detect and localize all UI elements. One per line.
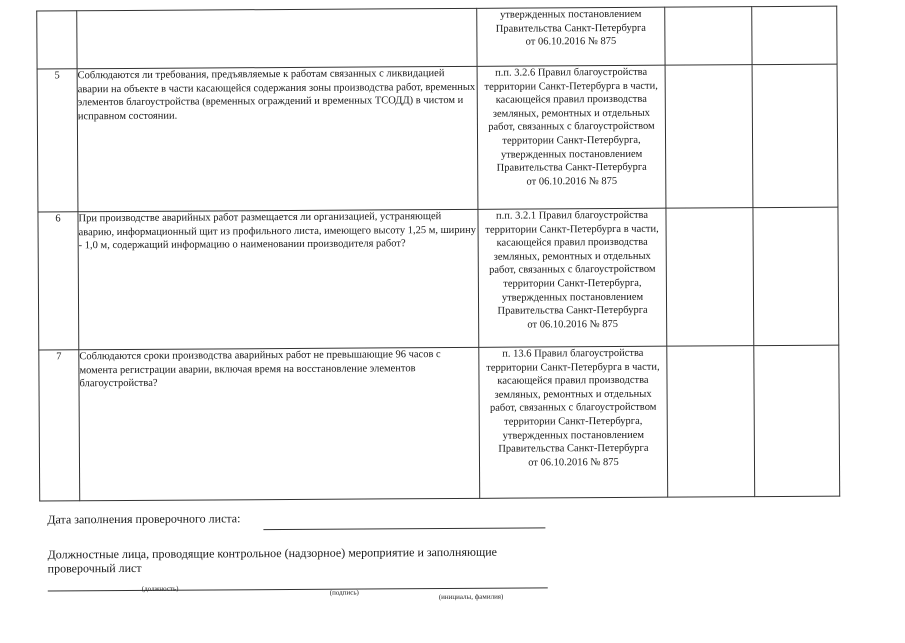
row-number: 7 <box>39 350 80 501</box>
row-question: Соблюдаются сроки производства аварийных работ не превышающие 96 часов с момента регистрации аварии, включая время на восстановление элементов благоустройства? <box>79 347 480 500</box>
row-legal-basis <box>477 7 665 66</box>
table-row <box>38 207 839 350</box>
legal-basis-line: земляных, ремонтных и отдельных <box>492 107 650 120</box>
legal-basis-line: территории Санкт-Петербурга в части, <box>485 223 659 236</box>
row-legal-basis <box>479 346 668 498</box>
legal-basis-line: п.п. 3.2.1 Правил благоустройства <box>495 209 649 222</box>
row-number <box>37 11 77 69</box>
checklist-table <box>36 6 840 502</box>
legal-basis-line: работ, связанных с благоустройством <box>489 264 656 277</box>
legal-basis-line: от 06.10.2016 № 875 <box>526 175 618 188</box>
date-filled-line <box>263 527 545 530</box>
legal-basis-line: касающейся правил производства <box>495 93 647 106</box>
legal-basis-line: работ, связанных с благоустройством <box>489 402 657 415</box>
legal-basis-line: от 06.10.2016 № 875 <box>527 318 618 331</box>
note-cell <box>753 207 839 346</box>
row-question: При производстве аварийных работ размещается ли организацией, устраняющей аварию, информационный щит из профильного листа, имеющего высоту 1,25 м, ширину - 1,0 м, содержащий информацию о наименовании производителя работ? <box>78 209 479 349</box>
legal-basis-line: Правительства Санкт-Петербурга <box>496 161 647 174</box>
checklist-rows <box>37 6 840 501</box>
table-row <box>37 64 838 212</box>
legal-basis-line: п. 13.6 Правил благоустройства <box>502 347 644 360</box>
legal-basis-line: Правительства Санкт-Петербурга <box>498 442 649 455</box>
row-legal-basis <box>477 65 666 209</box>
answer-cell <box>667 346 755 498</box>
row-question: Соблюдаются ли требования, предъявляемые к работам связанных с ликвидацией аварии на объекте в части касающейся содержания зоны производства работ, временных элементов благоустройства (временных ограждений и временных ТСОДД) в чистом и исправном состоянии. <box>77 66 478 211</box>
legal-basis-line: территории Санкт-Петербурга, <box>502 134 641 147</box>
date-filled-label: Дата заполнения проверочного листа: <box>47 511 241 527</box>
officials-label-line1: Должностные лица, проводящие контрольное (надзорное) мероприятие и заполняющие <box>47 544 497 562</box>
caption-signature: (подпись) <box>329 588 359 597</box>
legal-basis-line: территории Санкт-Петербурга, <box>503 277 642 290</box>
row-question <box>77 8 477 68</box>
legal-basis-line: утвержденных постановлением <box>501 291 644 304</box>
note-cell <box>754 345 840 497</box>
table-row <box>39 345 840 501</box>
legal-basis-line: территории Санкт-Петербурга в части, <box>486 361 660 374</box>
legal-basis-line: земляных, ремонтных и отдельных <box>493 250 651 263</box>
legal-basis-line: Правительства Санкт-Петербурга <box>495 22 646 35</box>
answer-cell <box>666 208 754 347</box>
caption-position: (должность) <box>141 584 179 593</box>
legal-basis-line: утвержденных постановлением <box>500 8 642 21</box>
row-number: 6 <box>38 212 79 350</box>
legal-basis-line: п.п. 3.2.6 Правил благоустройства <box>495 66 648 79</box>
legal-basis-line: от 06.10.2016 № 875 <box>528 456 619 469</box>
legal-basis-line: утвержденных постановлением <box>500 148 643 161</box>
row-legal-basis <box>478 208 667 347</box>
legal-basis-line: земляных, ремонтных и отдельных <box>494 388 652 401</box>
note-cell <box>752 6 837 65</box>
legal-basis-line: утвержденных постановлением <box>502 429 645 442</box>
answer-cell <box>665 65 753 209</box>
table-row <box>37 6 837 69</box>
legal-basis-line: от 06.10.2016 № 875 <box>525 36 617 48</box>
row-number: 5 <box>37 69 78 212</box>
officials-label-line2: проверочный лист <box>47 560 142 576</box>
legal-basis-line: территории Санкт-Петербурга в части, <box>484 80 658 93</box>
answer-cell <box>665 7 752 66</box>
legal-basis-line: касающейся правил производства <box>497 374 649 387</box>
legal-basis-line: Правительства Санкт-Петербурга <box>497 304 648 317</box>
note-cell <box>752 64 838 208</box>
legal-basis-line: работ, связанных с благоустройством <box>488 121 655 134</box>
legal-basis-line: касающейся правил производства <box>496 236 648 249</box>
caption-initials: (инициалы, фамилия) <box>438 592 504 602</box>
legal-basis-line: территории Санкт-Петербурга, <box>504 415 643 428</box>
